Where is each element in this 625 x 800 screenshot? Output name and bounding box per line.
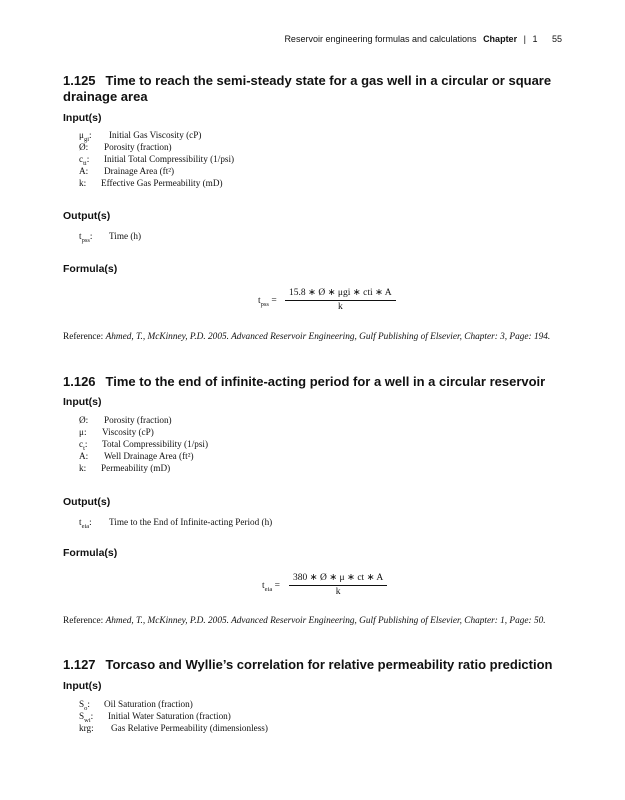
- list-item: k: Permeability (mD): [79, 463, 171, 473]
- running-header: [284, 34, 562, 44]
- page-number: 55: [551, 34, 562, 44]
- list-item: A: Drainage Area (ft²): [79, 166, 175, 176]
- chapter-label: Chapter: [483, 34, 518, 44]
- list-item: k: Effective Gas Permeability (mD): [79, 178, 223, 188]
- section-title-text: Time to reach the semi-steady state for a gas well in a circular or square drainage area: [63, 73, 552, 104]
- list-item: μ: Viscosity (cP): [79, 427, 154, 437]
- list-item: $t_{eia}$: Time to the End of Infinite-acting Period (h): [79, 517, 273, 530]
- formula-lhs: $t_{pss}$ =: [258, 296, 277, 308]
- section-number: 1.125: [63, 73, 96, 88]
- list-item: $c_{ti}$: Initial Total Compressibility (1/psi): [79, 154, 235, 167]
- list-item: $S_{wi}$: Initial Water Saturation (fraction): [79, 711, 231, 724]
- running-title: Reservoir engineering formulas and calculations: [284, 34, 477, 44]
- section-title: [63, 657, 563, 673]
- list-item: $c_t$: Total Compressibility (1/psi): [79, 439, 209, 452]
- section-title-text: Torcaso and Wyllie’s correlation for relative permeability ratio prediction: [105, 657, 553, 672]
- chapter-number: 1: [532, 34, 538, 44]
- outputs-list: [79, 230, 141, 242]
- list-item: $\mu_{gi}$: Initial Gas Viscosity (cP): [79, 130, 202, 143]
- header-separator: |: [523, 34, 526, 44]
- formula-numerator: 15.8 ∗ Ø ∗ μgi ∗ cti ∗ A: [285, 287, 396, 301]
- list-item: $t_{pss}$: Time (h): [79, 231, 142, 244]
- outputs-heading: Output(s): [63, 210, 111, 222]
- list-item: A: Well Drainage Area (ft²): [79, 451, 194, 461]
- outputs-heading: Output(s): [63, 496, 111, 508]
- inputs-heading: Input(s): [63, 112, 102, 124]
- section-title-text: Time to the end of infinite-acting period for a well in a circular reservoir: [105, 374, 546, 389]
- formula-heading: Formula(s): [63, 263, 118, 275]
- list-item: Ø: Porosity (fraction): [79, 142, 172, 152]
- section-number: 1.126: [63, 374, 96, 389]
- formula-heading: Formula(s): [63, 547, 118, 559]
- section-title: [63, 73, 563, 105]
- section-number: 1.127: [63, 657, 96, 672]
- inputs-list: [79, 414, 208, 474]
- reference: Reference: Ahmed, T., McKinney, P.D. 2005. Advanced Reservoir Engineering, Gulf Publishing of Elsevier, Chapter: 3, Page: 194.: [63, 332, 551, 342]
- formula: [262, 572, 384, 602]
- inputs-list: [79, 698, 268, 734]
- formula-denominator: k: [335, 587, 341, 597]
- formula: [258, 287, 392, 317]
- reference: Reference: Ahmed, T., McKinney, P.D. 2005. Advanced Reservoir Engineering, Gulf Publishing of Elsevier, Chapter: 1, Page: 50.: [63, 616, 546, 626]
- list-item: $S_o$: Oil Saturation (fraction): [79, 699, 193, 712]
- formula-denominator: k: [337, 302, 343, 312]
- section-title: [63, 374, 563, 390]
- outputs-list: [79, 516, 272, 528]
- formula-lhs: $t_{eia}$ =: [262, 581, 280, 593]
- list-item: Ø: Porosity (fraction): [79, 415, 172, 425]
- formula-numerator: 380 ∗ Ø ∗ μ ∗ ct ∗ A: [289, 572, 387, 586]
- inputs-list: [79, 129, 234, 189]
- list-item: krg: Gas Relative Permeability (dimensionless): [79, 723, 268, 733]
- inputs-heading: Input(s): [63, 680, 102, 692]
- inputs-heading: Input(s): [63, 396, 102, 408]
